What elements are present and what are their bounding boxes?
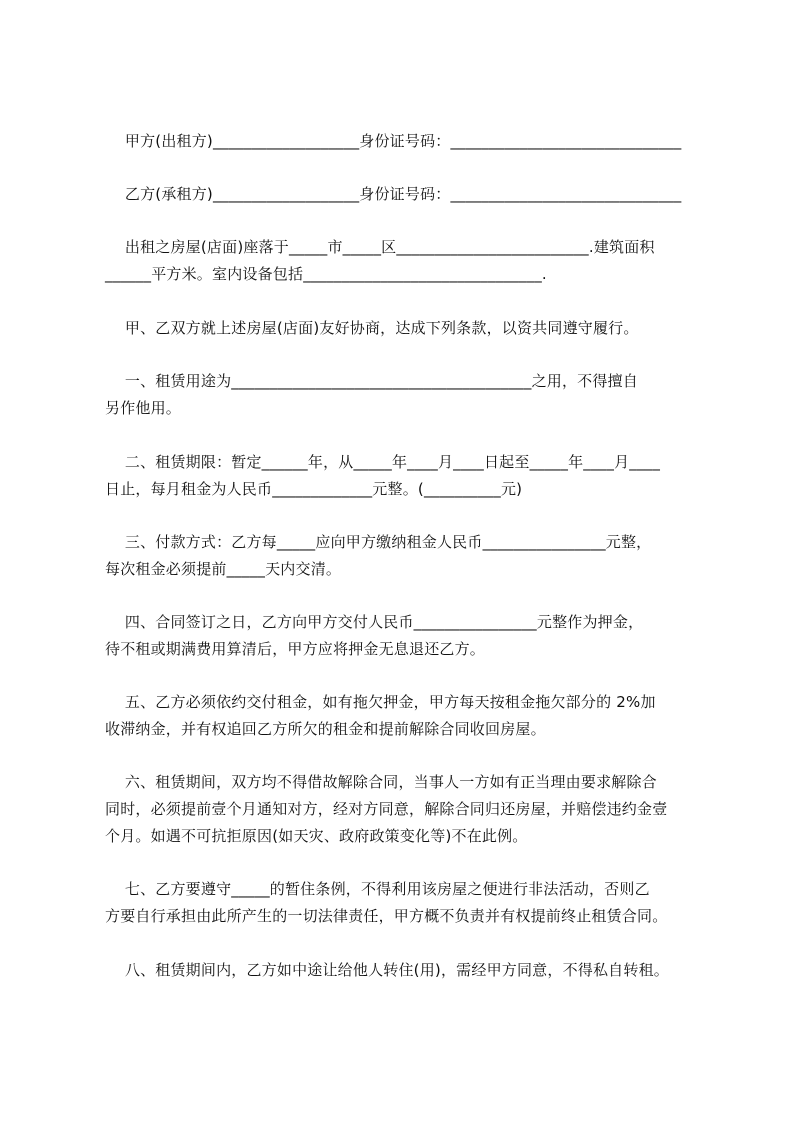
- party-a-line: 甲方(出租方)___________________身份证号码：______________________________: [105, 132, 682, 150]
- clause-2-line-1: 二、租赁期限：暂定______年，从_____年____月____日起至_____年____月____: [105, 453, 661, 471]
- agreement-intro: 甲、乙双方就上述房屋(店面)友好协商，达成下列条款，以资共同遵守履行。: [105, 319, 639, 337]
- clause-4-line-2: 待不租或期满费用算清后，甲方应将押金无息退还乙方。: [105, 640, 486, 658]
- clause-7-line-2: 方要自行承担由此所产生的一切法律责任，甲方概不负责并有权提前终止租赁合同。: [105, 907, 668, 925]
- clause-6-line-1: 六、租赁期间，双方均不得借故解除合同，当事人一方如有正当理由要求解除合: [105, 773, 657, 791]
- clause-5-line-2: 收滞纳金，并有权追回乙方所欠的租金和提前解除合同收回房屋。: [105, 720, 546, 738]
- clause-2-line-2: 日止，每月租金为人民币_____________元整。(__________元): [105, 480, 523, 498]
- clause-4-line-1: 四、合同签订之日，乙方向甲方交付人民币________________元整作为押金，: [105, 613, 644, 631]
- party-b-line: 乙方(承租方)___________________身份证号码：______________________________: [105, 185, 682, 203]
- premises-line-2: ______平方米。室内设备包括_______________________________.: [105, 265, 547, 283]
- clause-6-line-2: 同时，必须提前壹个月通知对方，经对方同意，解除合同归还房屋，并赔偿违约金壹: [105, 800, 668, 818]
- clause-6-line-3: 个月。如遇不可抗拒原因(如天灾、政府政策变化等)不在此例。: [105, 827, 528, 845]
- clause-1-line-2: 另作他用。: [105, 399, 182, 417]
- clause-5-line-1: 五、乙方必须依约交付租金，如有拖欠押金，甲方每天按租金拖欠部分的 2%加: [105, 693, 656, 711]
- clause-7-line-1: 七、乙方要遵守_____的暂住条例，不得利用该房屋之便进行非法活动，否则乙: [105, 880, 650, 898]
- clause-3-line-1: 三、付款方式：乙方每_____应向甲方缴纳租金人民币________________元整，: [105, 533, 652, 551]
- clause-8-line-1: 八、租赁期间内，乙方如中途让给他人转住(用)，需经甲方同意，不得私自转租。: [105, 961, 669, 979]
- clause-1-line-1: 一、租赁用途为_______________________________________之用，不得擅自: [105, 372, 638, 390]
- clause-3-line-2: 每次租金必须提前_____天内交清。: [105, 560, 342, 578]
- premises-line-1: 出租之房屋(店面)座落于_____市_____区_________________________.建筑面积: [105, 238, 655, 256]
